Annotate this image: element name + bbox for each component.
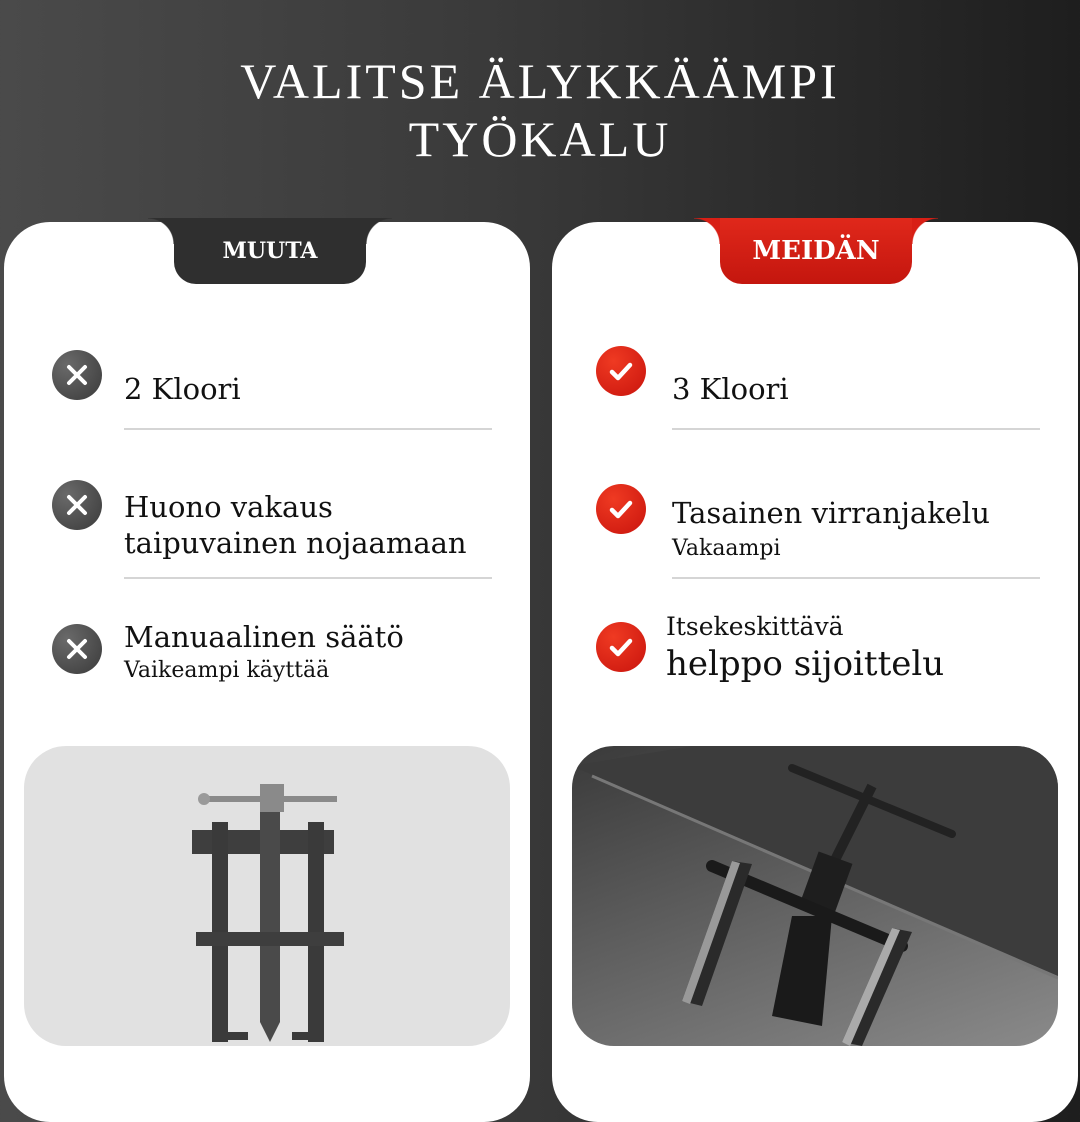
title-line-1: VALITSE ÄLYKKÄÄMPI — [240, 53, 840, 109]
our-product-tab: MEIDÄN — [720, 218, 912, 284]
check-circle-icon — [596, 484, 646, 534]
feature-main-text: Itsekeskittävä — [666, 612, 844, 641]
feature-sub-text: Vakaampi — [672, 536, 781, 561]
x-circle-icon — [52, 624, 102, 674]
feature-main-text: Tasainen virranjakelu — [672, 496, 990, 530]
feature-main-text: 3 Kloori — [672, 372, 789, 406]
divider — [124, 428, 492, 430]
feature-sub-text: Vaikeampi käyttää — [124, 658, 330, 683]
divider — [672, 428, 1040, 430]
divider — [124, 577, 492, 579]
our-product-card — [552, 222, 1078, 1122]
feature-main-text: Huono vakaus — [124, 490, 333, 524]
three-jaw-puller-photo — [572, 746, 1058, 1046]
page-title — [0, 52, 1080, 168]
title-line-2: TYÖKALU — [408, 111, 672, 167]
our-product-image — [572, 746, 1058, 1046]
check-circle-icon — [596, 346, 646, 396]
feature-sub-text: taipuvainen nojaamaan — [124, 526, 467, 560]
competitor-product-image — [24, 746, 510, 1046]
feature-sub-text: helppo sijoittelu — [666, 644, 945, 684]
check-circle-icon — [596, 622, 646, 672]
feature-main-text: 2 Kloori — [124, 372, 241, 406]
divider — [672, 577, 1040, 579]
competitor-tab: MUUTA — [174, 218, 366, 284]
x-circle-icon — [52, 480, 102, 530]
competitor-card — [4, 222, 530, 1122]
feature-main-text: Manuaalinen säätö — [124, 620, 404, 654]
x-circle-icon — [52, 350, 102, 400]
two-jaw-puller-illustration — [24, 746, 510, 1046]
